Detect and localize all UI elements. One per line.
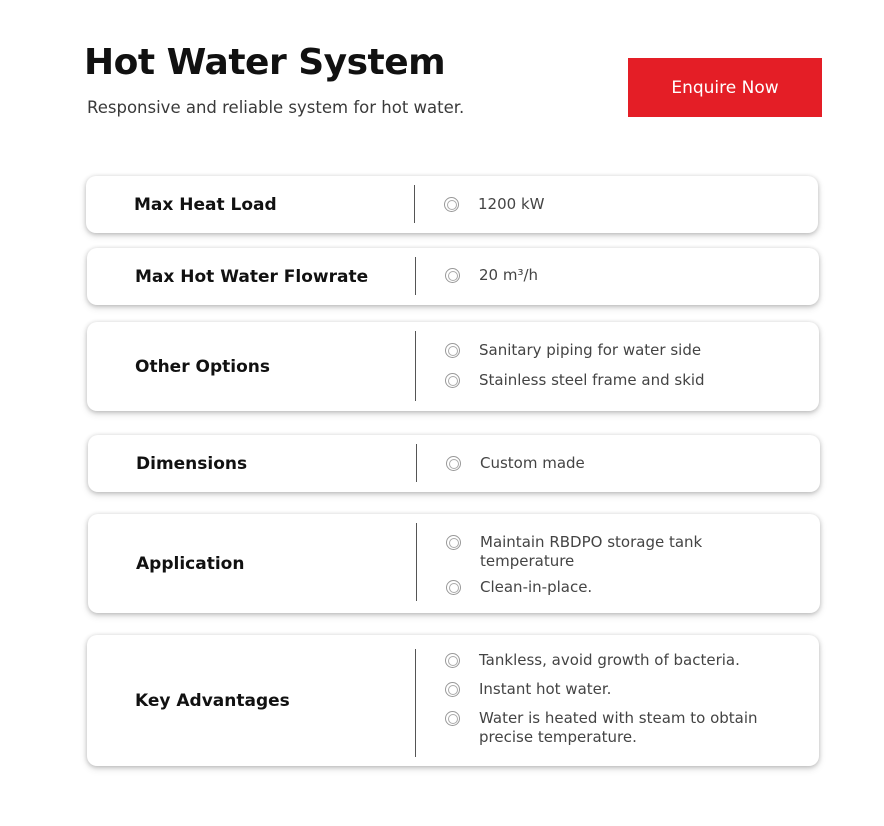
spec-value-text: Maintain RBDPO storage tank temperature	[480, 533, 703, 570]
spec-divider	[415, 649, 416, 757]
spec-card-application	[88, 514, 820, 613]
radio-circle-icon	[445, 343, 460, 358]
spec-value	[444, 578, 800, 597]
spec-value	[443, 680, 799, 699]
spec-label: Max Heat Load	[134, 194, 277, 215]
spec-value	[443, 371, 799, 390]
spec-values	[442, 195, 798, 214]
radio-circle-icon	[445, 373, 460, 388]
spec-value	[443, 266, 799, 285]
spec-value	[444, 533, 800, 571]
spec-value	[443, 709, 799, 747]
page-title: Hot Water System	[84, 42, 446, 83]
radio-circle-icon	[445, 682, 460, 697]
spec-value	[442, 195, 798, 214]
spec-values	[444, 533, 800, 597]
spec-label: Application	[136, 553, 245, 574]
spec-values	[443, 651, 799, 747]
page-subtitle: Responsive and reliable system for hot water.	[87, 98, 465, 117]
spec-value-text: Tankless, avoid growth of bacteria.	[479, 651, 740, 669]
spec-values	[443, 341, 799, 390]
spec-values	[444, 454, 800, 473]
spec-value-text: 1200 kW	[478, 195, 545, 213]
spec-value-text: Instant hot water.	[479, 680, 612, 698]
radio-circle-icon	[446, 580, 461, 595]
spec-values	[443, 266, 799, 285]
radio-circle-icon	[446, 535, 461, 550]
spec-divider	[416, 523, 417, 601]
spec-label: Dimensions	[136, 453, 248, 474]
spec-value-text: Water is heated with steam to obtain precise temperature.	[479, 709, 758, 746]
radio-circle-icon	[445, 711, 460, 726]
spec-value	[443, 651, 799, 670]
radio-circle-icon	[446, 456, 461, 471]
spec-label: Max Hot Water Flowrate	[135, 266, 369, 287]
spec-card-max-hot-water-flowrate	[87, 248, 819, 305]
spec-divider	[415, 331, 416, 401]
radio-circle-icon	[445, 653, 460, 668]
spec-card-key-advantages	[87, 635, 819, 766]
spec-card-other-options	[87, 322, 819, 411]
radio-circle-icon	[445, 268, 460, 283]
enquire-now-button[interactable]: Enquire Now	[628, 58, 822, 117]
spec-value-text: Sanitary piping for water side	[479, 341, 702, 359]
spec-value-text: Clean-in-place.	[480, 578, 593, 596]
spec-value-text: Stainless steel frame and skid	[479, 371, 705, 389]
spec-value-text: Custom made	[480, 454, 585, 472]
spec-value	[444, 454, 800, 473]
radio-circle-icon	[444, 197, 459, 212]
spec-divider	[415, 257, 416, 295]
spec-divider	[416, 444, 417, 482]
spec-value-text: 20 m³/h	[479, 266, 539, 284]
spec-label: Other Options	[135, 356, 270, 377]
spec-card-dimensions	[88, 435, 820, 492]
spec-value	[443, 341, 799, 360]
spec-card-max-heat-load	[86, 176, 818, 233]
spec-label: Key Advantages	[135, 690, 290, 711]
spec-divider	[414, 185, 415, 223]
